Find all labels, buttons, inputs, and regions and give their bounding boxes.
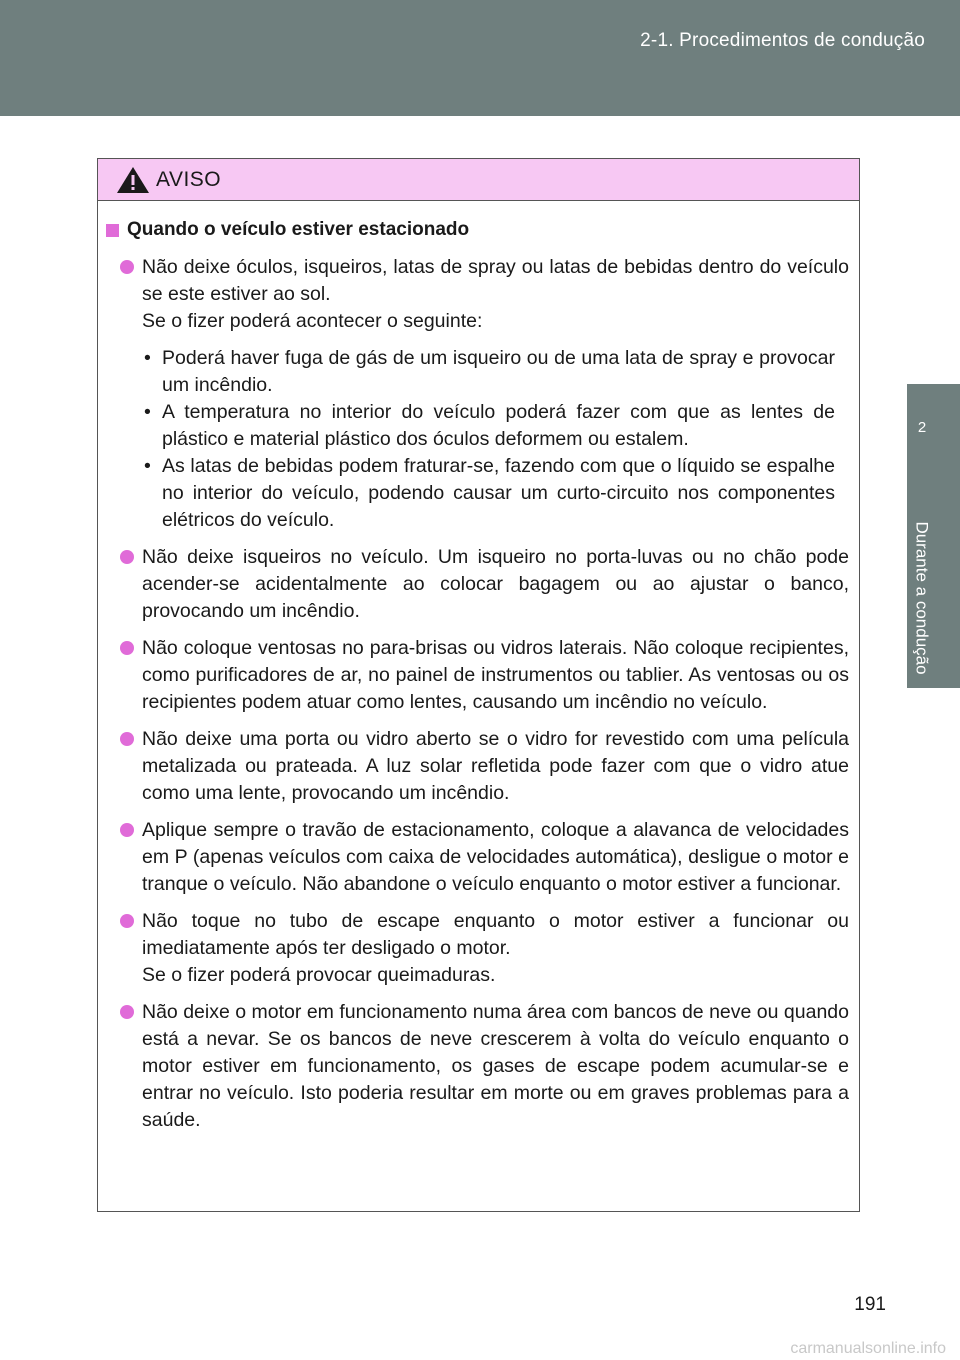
page-number: 191 [854,1294,886,1315]
bullet-text: Não deixe isqueiros no veículo. Um isqueiro no porta-luvas ou no chão pode acender-se acidentalmente ao colocar bagagem ou ao ajustar o banco, provocando um incêndio. [142,546,849,622]
dot-bullet-icon [120,823,134,837]
list-item [102,635,849,716]
sub-list [142,345,849,534]
sub-list-item: • A temperatura no interior do veículo poderá fazer com que as lentes de plástico e material plástico dos óculos deformem ou estalem. [144,401,835,450]
bullet-text: Não coloque ventosas no para-brisas ou vidros laterais. Não coloque recipientes, como purificadores de ar, no painel de instrumentos ou tablier. As ventosas ou os recipientes podem atuar como lentes, causando um incêndio no veículo. [142,637,849,713]
warning-header [98,159,859,201]
dot-bullet-icon [120,1005,134,1019]
header-bar [0,0,960,116]
bullet-text: Aplique sempre o travão de estacionamento, coloque a alavanca de velocidades em P (apenas veículos com caixa de velocidades automática), desligue o motor e tranque o veículo. Não abandone o veículo enquanto o motor estiver a funcionar. [142,819,849,895]
list-item [102,726,849,807]
warning-box [97,158,860,1212]
sub-list-item: • Poderá haver fuga de gás de um isqueiro ou de uma lata de spray e provocar um incêndio. [144,347,835,396]
list-item [102,999,849,1134]
bullet-text: Não deixe uma porta ou vidro aberto se o vidro for revestido com uma película metalizada ou prateada. A luz solar refletida pode fazer com que o vidro atue como uma lente, provocando um incêndio. [142,728,849,804]
bullet-text: Não deixe óculos, isqueiros, latas de spray ou latas de bebidas dentro do veículo se este estiver ao sol. [142,256,849,305]
dot-bullet-icon [120,641,134,655]
subheading-text: Quando o veículo estiver estacionado [127,219,470,240]
bullet-text: Se o fizer poderá provocar queimaduras. [142,964,496,986]
side-tab-label: Durante a condução [913,521,933,675]
list-item [102,544,849,625]
dot-bullet-icon [120,914,134,928]
dot-bullet-icon [120,732,134,746]
warning-content [98,201,859,1144]
watermark: carmanualsonline.info [790,1340,946,1357]
list-item [102,817,849,898]
bullet-text: Se o fizer poderá acontecer o seguinte: [142,310,483,332]
dot-bullet-icon [120,550,134,564]
side-tab-label-wrap [907,521,937,675]
sub-list-item: • As latas de bebidas podem fraturar-se, fazendo com que o líquido se espalhe no interior do veículo, podendo causar um curto-circuito nos componentes elétricos do veículo. [144,455,835,531]
square-bullet-icon [106,224,119,237]
bullet-text: Não toque no tubo de escape enquanto o motor estiver a funcionar ou imediatamente após ter desligado o motor. [142,910,849,959]
list-item [102,908,849,989]
section-title: 2-1. Procedimentos de condução [640,30,925,51]
side-tab-number: 2 [917,419,927,436]
warning-title: AVISO [156,167,222,191]
warning-subheading [102,219,849,241]
bullet-text: Não deixe o motor em funcionamento numa área com bancos de neve ou quando está a nevar. Se os bancos de neve crescerem à volta do veículo enquanto o motor estiver em funcionamento, os gases de escape podem acumular-se e entrar no veículo. Isto poderia resultar em morte ou em graves problemas para a saúde. [142,1001,849,1131]
warning-triangle-icon [116,166,150,194]
list-item [102,254,849,534]
dot-bullet-icon [120,260,134,274]
